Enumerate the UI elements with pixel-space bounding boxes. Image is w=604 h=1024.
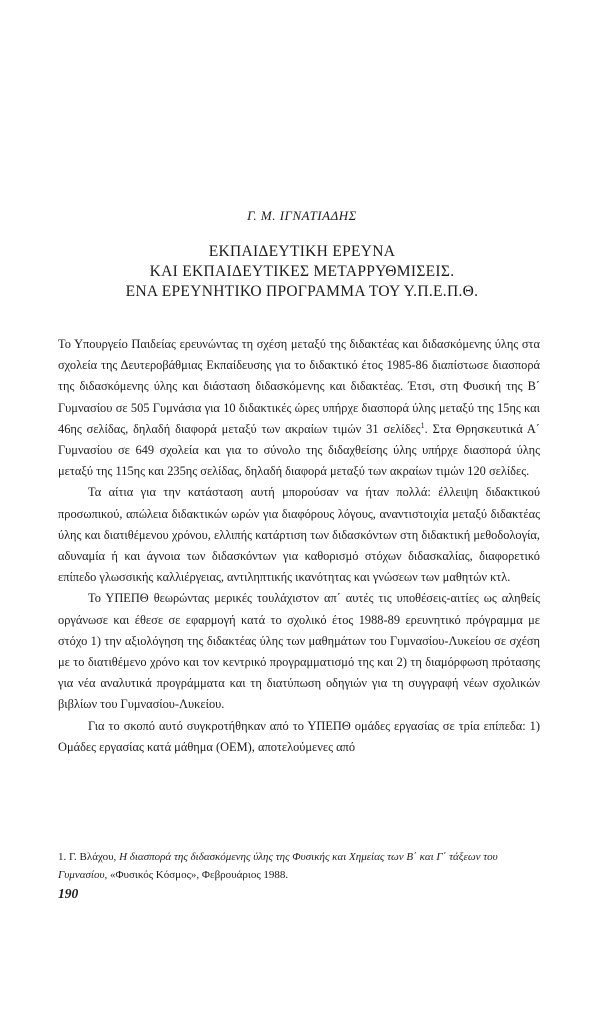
footnote-suffix: «Φυσικός Κόσμος», Φεβρουάριος 1988. — [107, 869, 289, 881]
title-line-2: ΚΑΙ ΕΚΠΑΙΔΕΥΤΙΚΕΣ ΜΕΤΑΡΡΥΘΜΙΣΕΙΣ. — [149, 263, 455, 280]
article-body — [58, 334, 540, 758]
paragraph-1-text: Το Υπουργείο Παιδείας ερευνώντας τη σχέση μεταξύ της διδακτέας και διδασκόμενης ύλης στα σχολεία της Δευτεροβάθμιας Εκπαίδευσης για το διδακτικό έτος 1985-86 διαπίστωσε διασπορά της διδασκόμενης ύλης και διάσταση διδασκόμενης και διδακτέας. Έτσι, στη Φυσική της Β΄ Γυμνασίου σε 505 Γυμνάσια για 10 διδακτικές ώρες υπήρχε διασπορά ύλης μεταξύ της 15ης και 46ης σελίδας, δηλαδή διαφορά μεταξύ των ακραίων τιμών 31 σελίδες — [58, 337, 540, 436]
paragraph-1-end: . Στα Θρησκευτικά Α΄ Γυμνασίου σε 649 σχολεία και για το σύνολο της διδαχθείσης ύλης υπήρχε διασπορά ύλης μεταξύ της 115ης και 235ης σελίδας, δηλαδή διαφορά μεταξύ των ακραίων τιμών 120 σελίδες. — [58, 421, 540, 479]
title-line-3: ΕΝΑ ΕΡΕΥΝΗΤΙΚΟ ΠΡΟΓΡΑΜΜΑ ΤΟΥ Υ.Π.Ε.Π.Θ. — [125, 283, 479, 300]
page-number: 190 — [58, 886, 79, 901]
paragraph-1 — [58, 334, 540, 482]
footnote-italic-title: Η διασπορά της διδασκόμενης ύλης της Φυσικής και Χημείας των Β΄ και Γ΄ τάξεων του Γυμνασίου, — [58, 851, 498, 881]
footnote-prefix: 1. Γ. Βλάχου, — [58, 851, 120, 863]
article-title — [0, 242, 604, 302]
footnote-1 — [58, 848, 540, 884]
paragraph-4: Για το σκοπό αυτό συγκροτήθηκαν από το ΥΠΕΠΘ ομάδες εργασίας σε τρία επίπεδα: 1) Ομάδες εργασίας κατά μάθημα (ΟΕΜ), αποτελούμενες από — [58, 718, 540, 754]
paragraph-3: Το ΥΠΕΠΘ θεωρώντας μερικές τουλάχιστον απ΄ αυτές τις υποθέσεις-αιτίες ως αληθείς οργάνωσε και έθεσε σε εφαρμογή κατά το σχολικό έτος 1988-89 ερευνητικό πρόγραμμα με στόχο 1) την αξιολόγηση της διδακτέας ύλης των μαθημάτων του Γυμνασίου-Λυκείου σε σχέση με το διατιθέμενο χρόνο και τον κεντρικό προγραμματισμό της και 2) τη διαμόρφωση πρότασης για νέα αναλυτικά προγράμματα και τη διατύπωση οδηγιών για τη συγγραφή νέων σχολικών βιβλίων του Γυμνασίου-Λυκείου. — [58, 591, 540, 712]
footnote-ref-1: 1 — [420, 420, 425, 430]
paragraph-2: Τα αίτια για την κατάσταση αυτή μπορούσαν να ήταν πολλά: έλλειψη διδακτικού προσωπικού, απώλεια διδακτικών ωρών για διαφόρους λόγους, αναντιστοιχία μεταξύ διδακτέας ύλης και διατιθέμενου χρόνου, ελλιπής κατάρτιση των διδασκόντων στη διδακτική μεθοδολογία, αδυναμία ή και άγνοια των διδασκόντων για καθορισμό στόχων διδασκαλίας, διαφορετικό επίπεδο γλωσσικής καλλιέργειας, αντιληπτικής ικανότητας και γνώσεων των μαθητών κτλ. — [58, 485, 540, 585]
author-name: Γ. Μ. ΙΓΝΑΤΙΑΔΗΣ — [247, 208, 357, 223]
title-line-1: ΕΚΠΑΙΔΕΥΤΙΚΗ ΕΡΕΥΝΑ — [208, 243, 396, 260]
